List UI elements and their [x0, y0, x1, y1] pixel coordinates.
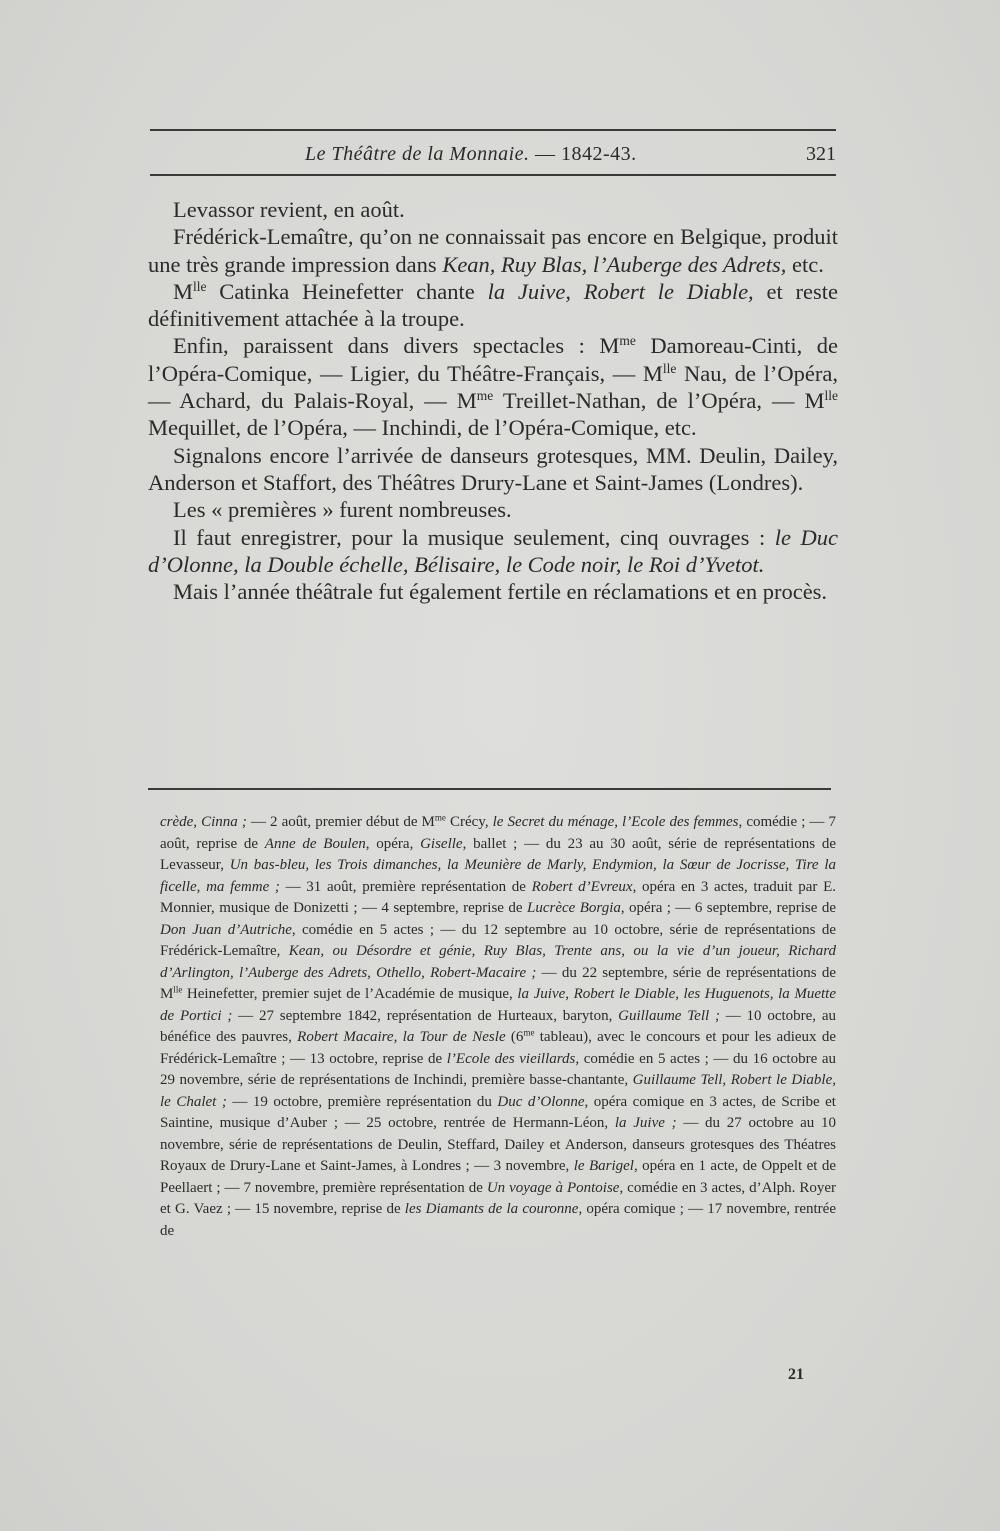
footnote-text: [160, 812, 836, 1242]
footnote-segment: , comédie en 3 actes, d’Alph. Royer et G. Vaez ; — 15 novembre, reprise de: [160, 1179, 836, 1217]
paragraph-1: Levassor revient, en août.: [173, 197, 405, 222]
footnote-segment: le Secret du ménage, l’Ecole des femmes: [492, 814, 739, 830]
paragraph-8: Mais l’année théâtrale fut également fertile en réclamations et en procès.: [173, 579, 828, 605]
footnote-segment: lle: [173, 984, 183, 995]
footnote-segment: , opéra ; — 6 septembre, reprise de: [620, 900, 836, 916]
footnote-segment: , opéra,: [365, 835, 421, 852]
main-text: [148, 196, 838, 605]
footnote-segment: — du 22 septembre, série de représentations de M: [160, 964, 836, 1002]
footnote-separator: [148, 788, 831, 790]
paragraph-6: Les « premières » furent nombreuses.: [173, 497, 512, 523]
footnote-segment: — 2 août, premier début de M: [246, 814, 435, 830]
footnote-segment: tableau), avec le concours et pour les adieux de Frédérick-Lemaître ; — 13 octobre, reprise de: [160, 1029, 837, 1067]
footnote-segment: le Barigel: [573, 1158, 634, 1174]
header-bottom-rule: [150, 174, 836, 176]
signature-mark: 21: [788, 1366, 804, 1383]
footnote-segment: , opéra comique en 3 actes, de Scribe et Saintine, musique d’Auber ; — 25 octobre, rentrée de Hermann-Léon,: [160, 1093, 836, 1131]
footnote-segment: les Diamants de la couronne: [404, 1201, 579, 1217]
footnote-segment: , ballet ; — du 23 au 30 août, série de représentations de Levasseur,: [160, 835, 836, 873]
header-top-rule: [150, 129, 836, 131]
footnote-segment: (6: [505, 1029, 524, 1045]
page-number: 321: [806, 143, 836, 165]
footnote-segment: Crécy,: [445, 814, 493, 830]
footnote-segment: , opéra comique ; — 17 novembre, rentrée de: [160, 1201, 836, 1239]
footnote-segment: Giselle: [420, 835, 463, 852]
footnote-segment: Robert Macaire, la Tour de Nesle: [297, 1029, 506, 1045]
footnote-segment: , comédie en 5 actes ; — du 16 octobre au 29 novembre, série de représentations de Inchindi, première basse-chantante,: [160, 1050, 836, 1088]
running-title: Le Théâtre de la Monnaie. — 1842-43.: [305, 143, 637, 165]
footnote-segment: la Juive ;: [614, 1115, 677, 1131]
footnote-paragraph: [160, 812, 836, 1242]
footnote-segment: me: [434, 812, 446, 823]
footnote-segment: l’Ecole des vieillards: [446, 1050, 576, 1067]
footnote-segment: Robert d’Evreux: [531, 878, 633, 895]
footnote-segment: Anne de Boulen: [264, 835, 366, 852]
footnote-segment: — 31 août, première représentation de: [279, 878, 532, 895]
footnote-segment: , comédie ; — 7 août, reprise de: [160, 814, 837, 852]
footnote-segment: , opéra en 3 actes, traduit par E. Monnier, musique de Donizetti ; — 4 septembre, reprise de: [160, 878, 836, 916]
footnote-segment: — 10 octobre, au bénéfice des pauvres,: [160, 1007, 836, 1045]
footnote-segment: , opéra en 1 acte, de Oppelt et de Peellaert ; — 7 novembre, première représentation de: [160, 1158, 837, 1196]
footnote-segment: Duc d’Olonne: [497, 1093, 585, 1110]
footnote-segment: Heinefetter, premier sujet de l’Académie de musique,: [182, 986, 518, 1002]
footnote-segment: Kean, ou Désordre et génie, Ruy Blas, Trente ans, ou la vie d’un joueur, Richard d’Arlington, l’Auberge des Adrets, Othello, Robert-Macaire ;: [160, 943, 836, 981]
footnote-segment: , comédie en 5 actes ; — du 12 septembre au 10 octobre, série de représentations de Frédérick-Lemaître,: [160, 921, 836, 959]
footnote-segment: Don Juan d’Autriche: [160, 921, 292, 938]
paragraph-4: Enfin, paraissent dans divers spectacles : $M^{me}$ Damoreau-Cinti, de l’Opéra-Comique, — Ligier, du Théâtre-Français, — $M^{lle}$ Nau, de l’Opéra, — Achard, du Palais-Royal, — $M^{me}$ Treillet-Nathan, de l’Opéra, — $M^{lle}$ Mequillet, de l’Opéra, — Inchindi, de l’Opéra-Comique, etc.: [148, 333, 838, 441]
footnote-segment: Guillaume Tell, Robert le Diable, le Chalet ;: [160, 1072, 836, 1110]
paragraph-3: $M^{lle}$ Catinka Heinefetter chante la Juive, Robert le Diable, et reste définitivement attachée à la troupe.: [148, 278, 838, 332]
footnote-segment: crède, Cinna ;: [160, 814, 247, 830]
running-header: [150, 137, 836, 171]
paragraph-2: Frédérick-Lemaître, qu’on ne connaissait pas encore en Belgique, produit une très grande impression dans Kean, Ruy Blas, l’Auberge des Adrets, etc.: [148, 224, 838, 277]
footnote-segment: me: [523, 1027, 535, 1038]
footnote-segment: — du 27 octobre au 10 novembre, série de représentations de Deulin, Steffard, Dailey et Anderson, danseurs grotesques des Théatres Royaux de Drury-Lane et Saint-James, à Londres ; — 3 novembre,: [160, 1115, 837, 1174]
footnote-segment: — 27 septembre 1842, représentation de Hurteaux, baryton,: [232, 1007, 619, 1024]
footnote-segment: Un voyage à Pontoise: [486, 1179, 620, 1196]
paragraph-7: Il faut enregistrer, pour la musique seulement, cinq ouvrages : le Duc d’Olonne, la Double échelle, Bélisaire, le Code noir, le Roi d’Yvetot.: [148, 524, 838, 577]
footnote-segment: la Juive, Robert le Diable, les Huguenots, la Muette de Portici ;: [160, 986, 836, 1024]
footnote-segment: — 19 octobre, première représentation du: [226, 1093, 498, 1110]
paragraph-5: Signalons encore l’arrivée de danseurs grotesques, MM. Deulin, Dailey, Anderson et Staffort, des Théâtres Drury-Lane et Saint-James (Londres).: [148, 442, 838, 495]
footnote-segment: Lucrèce Borgia: [527, 900, 621, 916]
footnote-segment: Un bas-bleu, les Trois dimanches, la Meunière de Marly, Endymion, la Sœur de Jocrisse, Tire la ficelle, ma femme ;: [160, 857, 836, 895]
footnote-segment: Guillaume Tell ;: [618, 1007, 720, 1024]
